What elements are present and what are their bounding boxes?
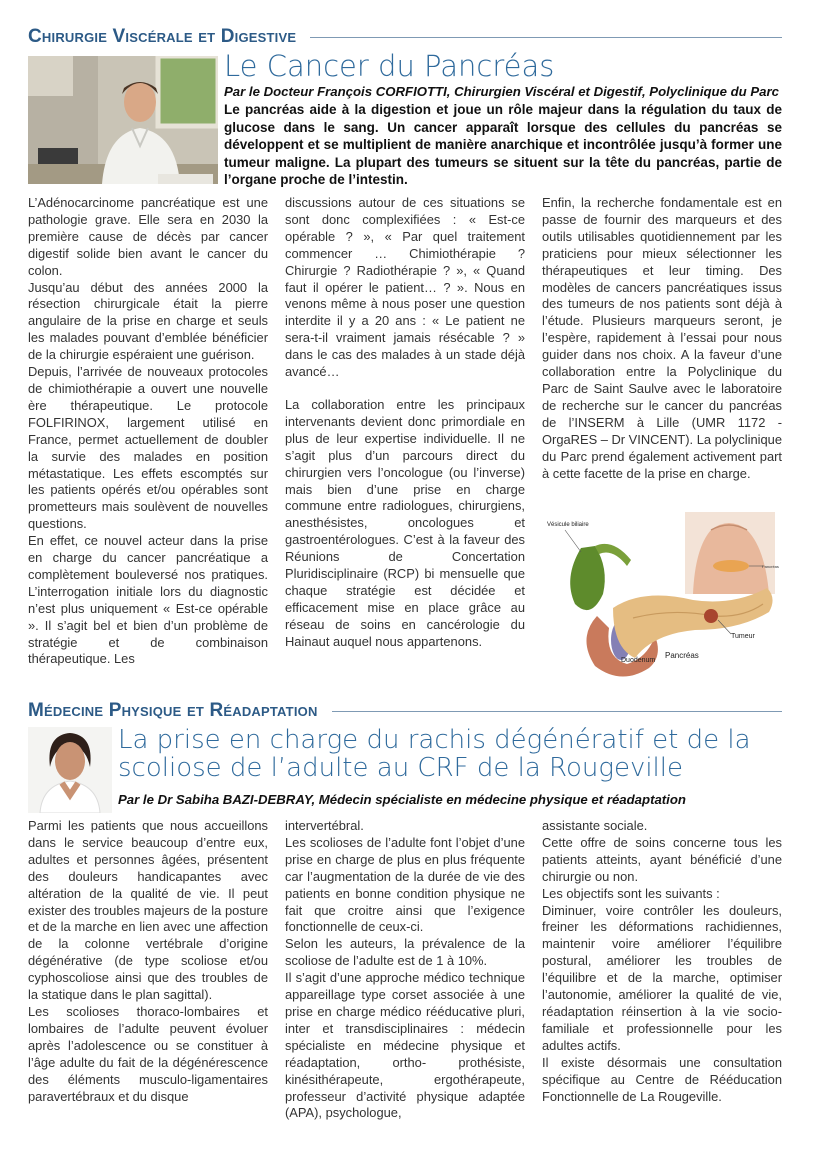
- figure-label-duodenum: Duodenum: [621, 657, 656, 664]
- figure-label-pancreas-small: Pancréas: [762, 564, 779, 569]
- figure-label-gallbladder: Vésicule biliaire: [547, 522, 589, 528]
- article-byline: Par le Dr Sabiha BAZI-DEBRAY, Médecin spécialiste en médecine physique et réadaptation: [118, 792, 686, 807]
- paragraph: En effet, ce nouvel acteur dans la prise en charge du cancer pancréatique a complètement bouleversé nos pratiques. L’interrogation initiale lors du diagnostic n’est plus uniquement « Est-ce opérable ». Il s’agit bel et bien d’un problème de stratégie et de combinaison thérapeutique. Les: [28, 533, 268, 667]
- paragraph: Cette offre de soins concerne tous les patients atteints, ayant bénéficié d’une chirurgie ou non.: [542, 834, 782, 884]
- article1-column-3: [542, 195, 782, 482]
- article-title-rachis: [118, 726, 751, 782]
- article2-column-2: [285, 818, 525, 1122]
- figure-label-tumour: Tumeur: [731, 633, 755, 640]
- paragraph: Depuis, l’arrivée de nouveaux protocoles de chimiothérapie a ouvert une nouvelle ère thérapeutique. Le protocole FOLFIRINOX, largement utilisé en France, permet actuellement de doubler la survie des malades en position métastatique. Les effets escomptés sur les patients opérés et/ou opérables sont prometteurs mais soulèvent de nouvelles questions.: [28, 364, 268, 532]
- article2-column-3: [542, 818, 782, 1105]
- article-title-line-1: La prise en charge du rachis dégénératif et de la: [118, 725, 751, 755]
- paragraph: L’Adénocarcinome pancréatique est une pathologie grave. Elle sera en 2030 la première cause de décès par cancer digestif solide bien avant le cancer du colon.: [28, 195, 268, 278]
- paragraph: Il existe désormais une consultation spécifique au Centre de Rééducation Fonctionnelle de La Rougeville.: [542, 1054, 782, 1104]
- figure-label-pancreas: Pancréas: [665, 651, 699, 660]
- article-lead: Le pancréas aide à la digestion et joue un rôle majeur dans la régulation du taux de glucose dans le sang. Un cancer apparaît lorsque des cellules du pancréas se développent et se multiplient de manière anarchique et incontrôlée jusqu’à former une tumeur maligne. La plupart des tumeurs se situent sur la tête du pancréas, partie de l’organe proche de l’intestin.: [224, 102, 782, 188]
- author-photo-corfiotti: [28, 56, 218, 184]
- author-photo-bazi-debray: [28, 727, 112, 813]
- paragraph: Jusqu’au début des années 2000 la résection chirurgicale était la pierre angulaire de la prise en charge et seuls les malades pouvant d’emblée bénéficier de la chirurgie espéraient une guérison.: [28, 279, 268, 363]
- article-title-line-2: scoliose de l’adulte au CRF de la Rougeville: [118, 753, 683, 784]
- paragraph: Parmi les patients que nous accueillons dans le service beaucoup d’entre eux, adultes et personnes âgées, présentent des douleurs handicapantes avec altération de la qualité de vie. Il peut exister des troubles majeurs de la posture et de la marche en lien avec une affection de la colonne vertébrale d’origine dégénérative (de type scoliose et/ou cyphoscoliose ainsi que des troubles de la statique dans le plan sagittal).: [28, 818, 268, 1003]
- article1-column-1: [28, 195, 268, 668]
- article-byline: Par le Docteur François CORFIOTTI, Chirurgien Viscéral et Digestif, Polyclinique du Parc: [224, 84, 779, 99]
- section-title: Chirurgie Viscérale et Digestive: [28, 26, 297, 47]
- article2-column-1: [28, 818, 268, 1105]
- paragraph: intervertébral.: [285, 818, 364, 833]
- paragraph: Il s’agit d’une approche médico technique appareillage type corset associée à une prise en charge médico rééducative pluri, inter et transdisciplinaires : médecin spécialiste en médecine physique et réadaptation, ortho- prothésiste, kinésithérapeute, ergothérapeute, professeur d’activité physique adaptée (APA), psychologue,: [285, 970, 525, 1121]
- pancreas-anatomy-figure: [543, 508, 783, 692]
- paragraph: Enfin, la recherche fondamentale est en passe de fournir des marqueurs et des outils utilisables quotidiennement par les praticiens pour mieux sélectionner les thérapeutiques et leur timing. Des modèles de cancers pancréatiques issus des tumeurs de nos patients sont déjà à l’étude. Plusieurs marqueurs seront, je l’espère, rapidement à l’essai pour nous guider dans nos choix. A la faveur d’une collaboration entre la Polyclinique du Parc de Saint Saulve avec le laboratoire de recherche sur le cancer du pancréas de l’INSERM à Lille (UMR 1172 - OrgaRES – Dr VINCENT). La polyclinique du Parc prend également activement part à cette facette de la prise en charge.: [542, 195, 782, 481]
- paragraph: discussions autour de ces situations se sont donc complexifiées : « Est-ce opérable ? », « Par quel traitement commencer … Chimiothérapie ? Chirurgie ? Radiothérapie ? », « Quand faut il opérer le patient… ? ». Nous en venons même à nous poser une question interdite il y a 20 ans : « Le patient ne sera-t-il vraiment jamais résécable ? » dans le cas des malades à un stade déjà avancé…: [285, 195, 525, 380]
- paragraph: assistante sociale.: [542, 818, 648, 833]
- paragraph: Selon les auteurs, la prévalence de la scoliose de l’adulte est de 1 à 10%.: [285, 936, 525, 969]
- section-title: Médecine Physique et Réadaptation: [28, 700, 318, 721]
- paragraph: La collaboration entre les principaux intervenants devient donc primordiale en plus de leur expertise individuelle. Il ne s’agit plus d’un parcours direct du chirurgien vers l’oncologue (ou l’inverse) mais bien d’une prise en charge commune entre radiologues, chirurgiens, anesthésistes, oncologues et gastroentérologues. C’est à la faveur des Réunions de Concertation Pluridisciplinaire (RCP) bi mensuelle que chaque stratégie est décidée et efficacement mise en place grâce au réseau de soins en cancérologie du Hainaut auquel nous appartenons.: [285, 396, 525, 649]
- paragraph: Les scolioses thoraco-lombaires et lombaires de l’adulte peuvent évoluer après l’adolescence ou se constituer à l’âge adulte du fait de la dégénérescence des éléments musculo-ligamentaires paravertébraux et du disque: [28, 1003, 268, 1104]
- section-divider: [310, 37, 782, 38]
- article1-column-2: [285, 195, 525, 651]
- paragraph: Les objectifs sont les suivants :: [542, 885, 720, 901]
- section-header-visceral: [28, 26, 782, 48]
- section-divider: [332, 711, 782, 712]
- paragraph: Les scolioses de l’adulte font l’objet d’une prise en charge de plus en plus fréquente car l’augmentation de la durée de vie des patients en bonne condition physique ne fait que croitre ainsi que l’exigence fonctionnelle de ceux-ci.: [285, 834, 525, 935]
- section-header-readaptation: [28, 700, 782, 722]
- paragraph: Diminuer, voire contrôler les douleurs, freiner les déformations rachidiennes, maintenir voire améliorer l’équilibre postural, améliorer les troubles de l’équilibre et de la marche, optimiser l’autonomie, améliorer la qualité de vie, réadaptation réinsertion à la vie socio-familiale et professionnelle pour les adultes actifs.: [542, 902, 782, 1053]
- article-title-pancreas: Le Cancer du Pancréas: [224, 49, 555, 83]
